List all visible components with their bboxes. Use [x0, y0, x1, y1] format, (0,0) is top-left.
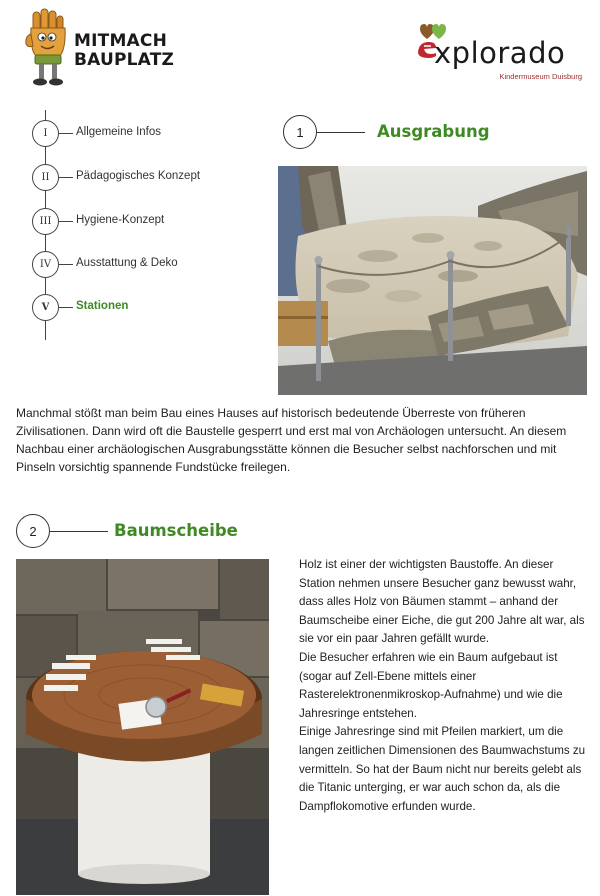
nav-label: Allgemeine Infos [76, 126, 162, 138]
section-title: Ausgrabung [377, 122, 490, 141]
nav-connector [59, 133, 73, 134]
glove-mascot-icon [24, 8, 72, 88]
explorado-subtitle: Kindermuseum Duisburg [499, 72, 582, 81]
section-number: 1 [283, 115, 317, 149]
nav-numeral: I [32, 120, 59, 147]
nav-connector [59, 221, 73, 222]
section-number: 2 [16, 514, 50, 548]
explorado-wordmark: xplorado [434, 36, 566, 70]
brand-line-2: BAUPLATZ [74, 50, 175, 70]
nav-item-stationen[interactable] [28, 290, 248, 326]
nav-numeral: II [32, 164, 59, 191]
nav-item-paedagogisches-konzept[interactable] [28, 160, 248, 196]
nav-numeral: III [32, 208, 59, 235]
baumscheibe-description [299, 556, 589, 816]
section-2-header [16, 514, 316, 550]
brand-line-1: MITMACH [74, 31, 168, 51]
tree-disc-image [16, 559, 269, 895]
baumscheibe-paragraph-2: Die Besucher erfahren wie ein Baum aufgebaut ist (sogar auf Zell-Ebene mittels einer Rasterelektronenmikroskop-Aufnahme) und wie die Jahresringe entstehen. [299, 650, 563, 720]
baumscheibe-photo [16, 559, 269, 895]
section-connector [317, 132, 365, 133]
nav-label: Hygiene-Konzept [76, 214, 165, 226]
nav-label: Ausstattung & Deko [76, 257, 178, 269]
nav-label: Pädagogisches Konzept [76, 170, 201, 182]
nav-item-ausstattung-deko[interactable] [28, 247, 248, 283]
ausgrabung-description: Manchmal stößt man beim Bau eines Hauses auf historisch bedeutende Überreste von früheren Zivilisationen. Dann wird oft die Baustelle gesperrt und erst mal von Archäologen untersucht. An diesem Nachbau einer archäologischen Ausgrabungsstätte können die Besucher selbst nachforschen und mit Pinseln vorsichtig spannende Fundstücke freilegen. [16, 406, 567, 474]
nav-numeral: IV [32, 251, 59, 278]
section-connector [50, 531, 108, 532]
mitmach-bauplatz-logo [24, 8, 194, 90]
section-title: Baumscheibe [114, 521, 238, 540]
ausgrabung-photo [278, 166, 587, 395]
explorado-logo [416, 22, 586, 84]
nav-numeral: V [32, 294, 59, 321]
chapter-nav [28, 110, 248, 340]
nav-item-allgemeine-infos[interactable] [28, 116, 248, 152]
nav-connector [59, 177, 73, 178]
nav-label: Stationen [76, 300, 129, 312]
section-1-header [283, 115, 583, 151]
excavation-site-image [278, 166, 587, 395]
nav-connector [59, 264, 73, 265]
brand-title [74, 32, 174, 70]
baumscheibe-paragraph-3: Einige Jahresringe sind mit Pfeilen markiert, um die langen zeitlichen Dimensionen des Baumwachstums zu vermitteln. So hat der Baum nicht nur bereits gelebt als die Titanic unterging, er war auch schon da, als die Dampflokomotive erfunden wurde. [299, 725, 586, 813]
nav-item-hygiene-konzept[interactable] [28, 204, 248, 240]
nav-connector [59, 307, 73, 308]
baumscheibe-paragraph-1: Holz ist einer der wichtigsten Baustoffe. An dieser Station nehmen unsere Besucher ganz bewusst wahr, dass alles Holz von Bäumen stammt – anhand der Baumscheibe einer Eiche, die gut 200 Jahre alt war, als sie vor ein paar Jahren gefällt wurde. [299, 558, 585, 646]
